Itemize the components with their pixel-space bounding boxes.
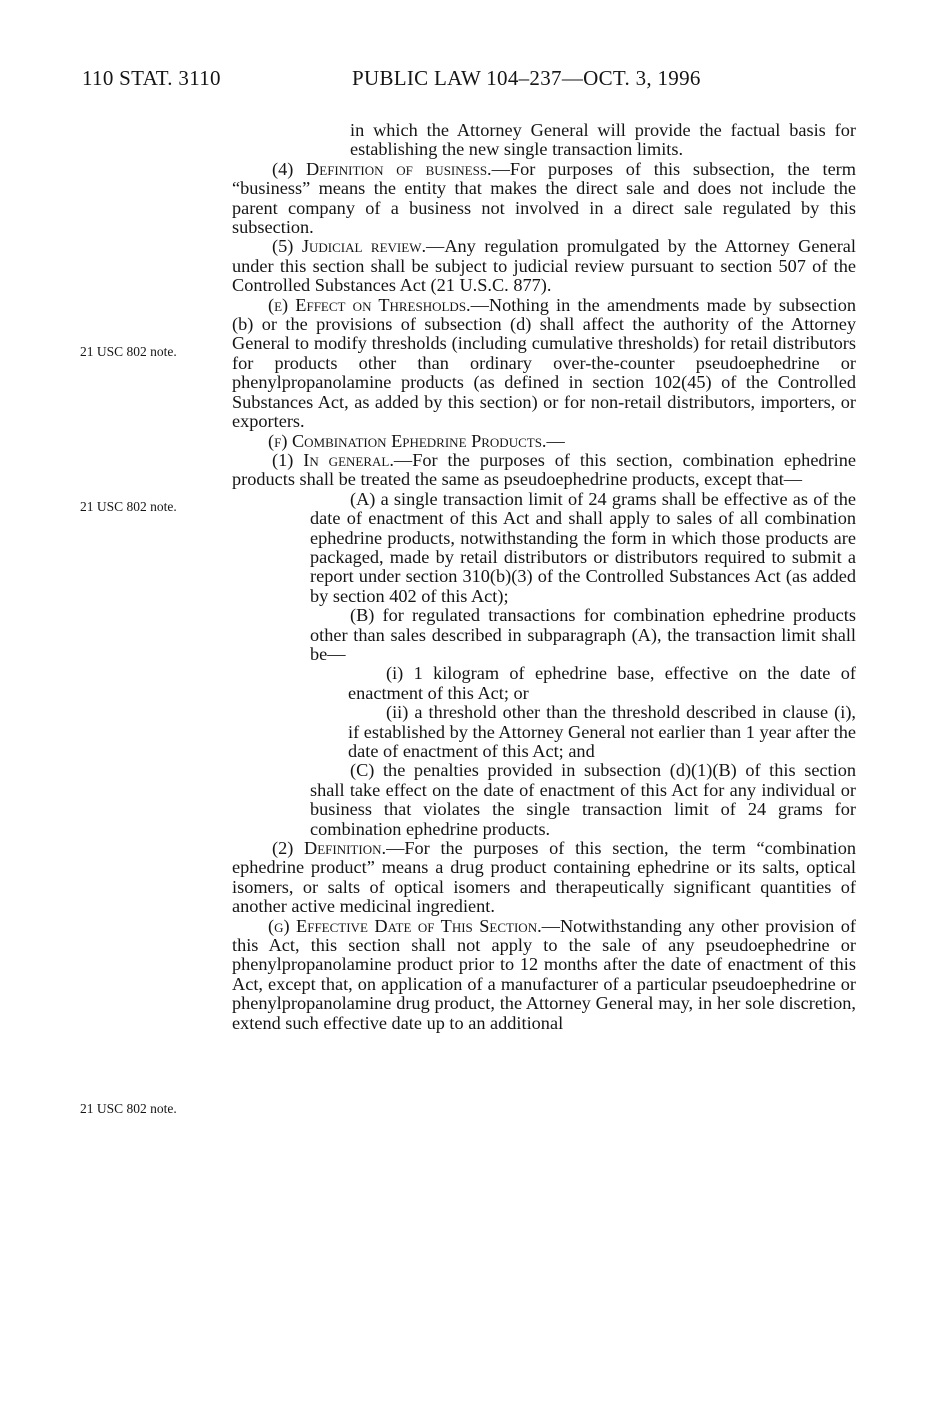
paragraph-f2: [232, 839, 856, 917]
paragraph-f1-text: —For the purposes of this section, combination ephedrine products shall be treated the same as pseudoephedrine products, except that—: [232, 449, 856, 490]
paragraph-f1-heading: (1) In general.: [272, 449, 394, 470]
subsection-e: [232, 296, 856, 432]
paragraph-5: [232, 237, 856, 295]
running-header: [0, 66, 949, 96]
paragraph-4: [232, 160, 856, 238]
paragraph-4-heading: (4) Definition of business.: [272, 158, 492, 179]
subsection-e-heading: (e) Effect on Thresholds.: [268, 294, 471, 315]
paragraph-continuation: in which the Attorney General will provide the factual basis for establishing the new single transaction limits.: [350, 120, 856, 160]
paragraph-4-text: —For purposes of this subsection, the term “business” means the entity that makes the direct sale and does not include the parent company of a business not involved in a direct sale regulated by this subsection.: [232, 158, 856, 238]
margin-note-f: 21 USC 802 note.: [80, 499, 177, 514]
subparagraph-a: (A) a single transaction limit of 24 grams shall be effective as of the date of enactment of this Act and shall apply to sales of all combination ephedrine products, notwithstanding the form in which those products are packaged, made by retail distributors or distributors required to submit a report under section 310(b)(3) of the Controlled Substances Act (as added by section 402 of this Act);: [310, 488, 856, 606]
margin-note-g: 21 USC 802 note.: [80, 1101, 177, 1116]
paragraph-5-text: —Any regulation promulgated by the Attorney General under this section shall be subject to judicial review pursuant to section 507 of the Controlled Substances Act (21 U.S.C. 877).: [232, 236, 856, 296]
statute-body: [232, 121, 856, 1033]
clause-ii: (ii) a threshold other than the threshold described in clause (i), if established by the Attorney General not earlier than 1 year after the date of enactment of this Act; and: [348, 702, 856, 761]
subsection-g-heading: (g) Effective Date of This Section.: [268, 915, 542, 936]
paragraph-5-heading: (5) Judicial review.: [272, 236, 427, 257]
subsection-g: [232, 917, 856, 1033]
subsection-g-text: —Notwithstanding any other provision of this Act, this section shall not apply to the sale of any pseudoephedrine or phenylpropanolamine product prior to 12 months after the date of enactment of this Act, except that, on application of a manufacturer of a particular pseudoephedrine or phenylpropanolamine drug product, the Attorney General may, in her sole discretion, extend such effective date up to an additional: [232, 915, 856, 1033]
statute-page-number: 110 STAT. 3110: [82, 66, 221, 90]
public-law-title: PUBLIC LAW 104–237—OCT. 3, 1996: [352, 66, 701, 90]
subsection-f-heading-text: (f) Combination Ephedrine Products.—: [268, 430, 565, 451]
subparagraph-b: (B) for regulated transactions for combination ephedrine products other than sales described in subparagraph (A), the transaction limit shall be—: [310, 605, 856, 664]
paragraph-f1: [232, 451, 856, 490]
clause-i: (i) 1 kilogram of ephedrine base, effective on the date of enactment of this Act; or: [348, 663, 856, 703]
paragraph-f2-heading: (2) Definition.: [272, 838, 387, 859]
subsection-e-text: —Nothing in the amendments made by subsection (b) or the provisions of subsection (d) shall affect the authority of the Attorney General to modify thresholds (including cumulative thresholds) for retail distributors for products other than ordinary over-the-counter pseudoephedrine or phenylpropanolamine products (as defined in section 102(45) of the Controlled Substances Act, as added by this section) or for non-retail distributors, importers, or exporters.: [232, 294, 857, 432]
margin-note-e: 21 USC 802 note.: [80, 344, 177, 359]
paragraph-f2-text: —For the purposes of this section, the term “combination ephedrine product” means a drug product containing ephedrine or its salts, optical isomers, or salts of optical isomers and therapeutically significant quantities of another active medicinal ingredient.: [232, 838, 856, 917]
subsection-f-heading: [232, 432, 856, 451]
subparagraph-c: (C) the penalties provided in subsection (d)(1)(B) of this section shall take effect on the date of enactment of this Act for any individual or business that violates the single transaction limit of 24 grams for combination ephedrine products.: [310, 760, 856, 839]
